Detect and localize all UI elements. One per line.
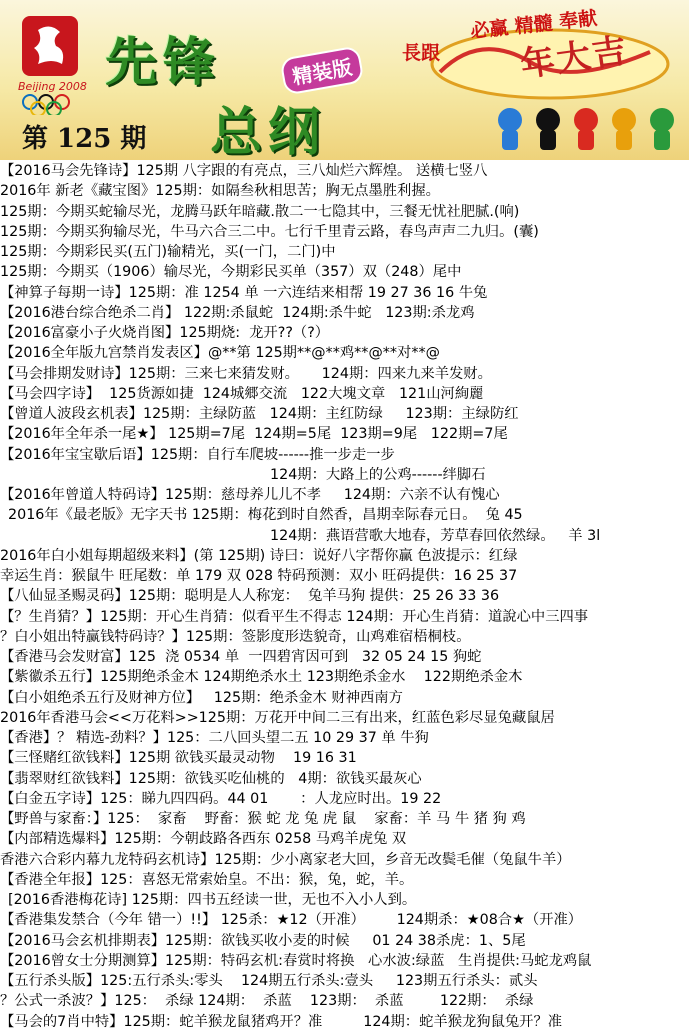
prediction-line: 【马会四字诗】 125货源如捷 124城郷交流 122大塊文章 121山河絢麗 [0, 385, 484, 402]
prediction-line: 【？生肖猜？】125期：开心生肖猜：似看平生不得志 124期：开心生肖猜：道說心中三四事 [0, 608, 589, 625]
fuwa-mascots-icon [490, 102, 680, 154]
banner [0, 0, 689, 160]
prediction-line: 【白小姐绝杀五行及财神方位】 125期：绝杀金木 财神西南方 [0, 689, 403, 706]
prediction-line: 【香港全年报】125：喜怒无常索始皇。不出：猴，兔，蛇，羊。 [0, 871, 414, 888]
prediction-line: [2016香港梅花诗] 125期：四书五经读一世，无也不入小人到。 [8, 892, 417, 908]
prediction-line: 【香港】？ 精选-劲料？】125：二八回头望二五 10 29 37 单 牛狗 [0, 730, 429, 746]
prediction-line: 2016年香港马会<<万花料>>125期：万花开中间二三有出来，红蓝色彩尽显兔藏鼠居 [0, 709, 555, 726]
issue-number: 第 125 期 [22, 124, 147, 154]
edition-badge: 精装版 [279, 45, 364, 95]
prediction-line: 【2016富豪小子火烧肖图】125期烧: 龙开??（?） [0, 325, 330, 341]
prediction-line: 【白金五字诗】125：睇九四四码。44 01 ：人龙应时出。19 22 [0, 790, 442, 807]
prediction-line: 【2016全年版九宫禁肖发表区】@**第 125期**@**鸡**@**对**@ [0, 345, 440, 362]
prediction-line: 【2016马会玄机排期表】125期：欲钱买收小麦的时候 01 24 38杀虎：1、5尾 [0, 932, 526, 949]
prediction-line: 124期：燕语营歌大地春，芳草春回依然绿。 羊 3l [270, 527, 601, 544]
svg-text:Beijing 2008: Beijing 2008 [18, 80, 87, 93]
prediction-line: 【五行杀头版】125:五行杀头:零头 124期五行杀头:壹头 123期五行杀头：贰头 [0, 973, 538, 989]
prediction-line: ？白小姐出特赢钱特码诗？】125期：签影度形迭貌奇，山鸡难宿梧桐枝。 [0, 628, 471, 645]
fortune-text: 年大吉 [518, 30, 631, 86]
prediction-line: 【香港马会发财富】125 浇 0534 单 一四碧宵因可到 32 05 24 15 狗蛇 [0, 649, 482, 665]
prediction-line: 【三怪赌红欲钱料】125期 欲钱买最灵动物 19 16 31 [0, 750, 357, 767]
prediction-line: 【2016年全年杀一尾★】 125期=7尾 124期=5尾 123期=9尾 122期=7尾 [0, 426, 508, 443]
prediction-line: 2016年《最老版》无字天书 125期：梅花到时自然香，昌期幸际春元日。 兔 45 [8, 507, 523, 524]
prediction-line: 【紫徽杀五行】125期绝杀金木 124期绝杀水土 123期绝杀金水 122期绝杀金木 [0, 669, 523, 686]
prediction-line: 2016年白小姐每期超级来料】(第 125期) 诗曰：说好八字帮你赢 色波提示：红绿 [0, 547, 518, 564]
prediction-line: 【2016年宝宝歇后语】125期：自行车爬坡------推一步走一步 [0, 446, 395, 463]
prediction-line: 香港六合彩内幕九龙特码玄机诗】125期：少小离家老大回，乡音无改鬓毛催（兔鼠牛羊） [0, 851, 571, 868]
prediction-line: 【八仙显圣赐灵码】125期：聪明是人人称宠： 兔羊马狗 提供：25 26 33 36 [0, 588, 500, 605]
prediction-line: 【曾道人波段玄机表】125期：主绿防蓝 124期：主红防绿 123期：主绿防红 [0, 406, 519, 422]
prediction-line: 125期：今期彩民买(五门)输精光，买(一门，二门)中 [0, 244, 336, 260]
prediction-line: 【2016年曾道人特码诗】125期：慈母养儿儿不孝 124期：六亲不认有愧心 [0, 487, 500, 503]
prediction-line: 【翡翠财红欲钱料】125期：欲钱买吃仙桃的 4期：欲钱买最灰心 [0, 770, 422, 787]
prediction-line: 【2016马会先锋诗】125期 八字跟的有亮点，三八灿烂六辉煌。 送横七竖八 [0, 163, 488, 179]
prediction-line: 【内部精选爆料】125期：今朝歧路各西东 0258 马鸡羊虎兔 双 [0, 831, 407, 848]
prediction-line: 【野兽与家畜：】125： 家畜 野畜：猴 蛇 龙 兔 虎 鼠 家畜：羊 马 牛 猪 狗 鸡 [0, 811, 526, 827]
tag-label: 長跟 [402, 42, 441, 64]
prediction-line: 124期：大路上的公鸡------绊脚石 [270, 466, 486, 483]
prediction-line: 【2016曾女士分期测算】125期：特码玄机:春赏时将换 心水波:绿蓝 生肖提供:马蛇龙鸡鼠 [0, 952, 592, 969]
prediction-line: 【马会排期发财诗】125期：三来七来猜发财。 124期：四来九来羊发财。 [0, 365, 492, 382]
prediction-line: 【神算子每期一诗】125期：准 1254 单 一六连结来相帮 19 27 36 16 牛兔 [0, 284, 488, 301]
slogan: 必赢 精髓 奉献 [469, 7, 599, 43]
prediction-line: ？公式一杀波？】125： 杀绿 124期： 杀蓝 123期： 杀蓝 122期： 杀绿 [0, 993, 534, 1010]
prediction-line: 125期：今期买蛇输尽光，龙腾马跃年暗藏.散二一七隐其中，三餐无忧社肥腻.(响) [0, 203, 520, 220]
prediction-line: 【马会的7肖中特】125期：蛇羊猴龙鼠猪鸡开？准 124期：蛇羊猴龙狗鼠兔开？准 [0, 1013, 563, 1030]
prediction-line: 幸运生肖：猴鼠牛 旺尾数：单 179 双 028 特码预测：双小 旺码提供：16 25 37 [0, 568, 518, 584]
prediction-line: 125期：今期买（1906）输尽光，今期彩民买单（357）双（248）尾中 [0, 264, 462, 281]
title-part1: 先锋 [105, 32, 222, 93]
prediction-line: 125期：今期买狗输尽光，牛马六合三二中。七行千里青云路，春鸟声声二九归。(囊) [0, 223, 539, 240]
prediction-line: 【2016港台综合绝杀二肖】 122期:杀鼠蛇 124期:杀牛蛇 123期:杀龙鸡 [0, 304, 475, 321]
title-part2: 总纲 [210, 102, 327, 160]
prediction-line: 【香港集发禁合（今年 错一）!!】 125杀：★12（开准） 124期杀：★08合★（开准） [0, 912, 583, 929]
beijing-olympic-logo-icon [8, 10, 98, 115]
prediction-line: 2016年 新老《藏宝图》125期：如隔叁秋相思苦；胸无点墨胜利握。 [0, 183, 440, 200]
